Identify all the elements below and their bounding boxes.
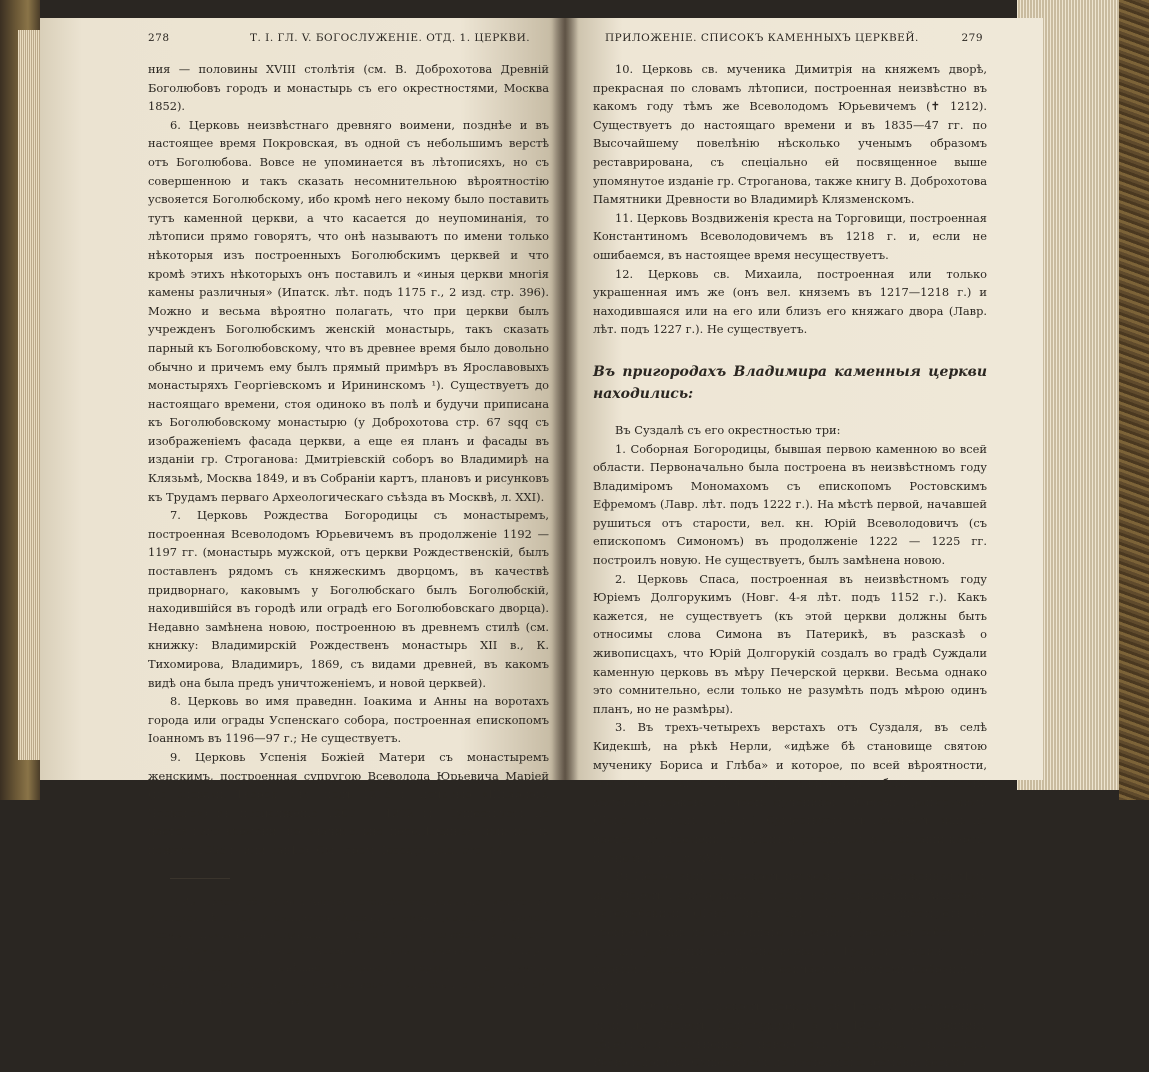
paragraph: Въ Юрьевѣ Польскомъ церковь св. Георгія, построенная тѣмъ же Юріемъ Долгорукимъ, а въ 1230 г. по причинѣ обветшанія замѣненная новою отъ его внука Святослава Всеволодовича. Существуетъ до настоящаго времени; весьма (593, 999, 987, 1070)
paragraph: 1. Соборная Богородицы, бывшая первою каменною во всей области. Первоначально была построена въ неизвѣстномъ году Владиміромъ Мономахомъ съ епископомъ Ростовскимъ Ефремомъ (Лавр. лѣт. подъ 1222 г.). На мѣстѣ первой, начавшей рушиться отъ старости, вел. кн. Юрій Всеволодовичъ (съ епископомъ Симономъ) въ продолженіе 1222 — 1225 гг. построилъ новую. Не существуетъ, былъ замѣнена новою. (593, 441, 987, 568)
footnote-rule (170, 878, 230, 879)
left-page (40, 18, 565, 1008)
right-page-number: 279 (961, 32, 983, 44)
right-running-head: ПРИЛОЖЕНІЕ. СПИСОКЪ КАМЕННЫХЪ ЦЕРКВЕЙ. (605, 32, 919, 44)
right-page (565, 18, 1043, 1070)
paragraph: 2. Церковь Спаса, построенная въ неизвѣстномъ году Юріемъ Долгорукимъ (Новг. 4-я лѣт. подъ 1152 г.). Какъ кажется, не существуетъ (къ этой церкви должны быть относимы слова Симона въ Патерикѣ, въ разсказѣ о живописцахъ, что Юрій Долгорукій создалъ во градѣ Суждали каменную церковь въ мѣру Печерской церкви. Весьма однако это сомнительно, если только не разумѣть подъ мѣрою одинъ планъ, но не размѣры). (593, 571, 987, 716)
right-body-text (593, 60, 987, 1072)
book-gutter (552, 18, 578, 780)
left-body-text (148, 60, 549, 860)
paragraph: 3. Въ трехъ-четырехъ верстахъ отъ Суздаля, въ селѣ Кидекшѣ, на рѣкѣ Нерли, «идѣже бѣ становище святою мученику Бориса и Глѣба» и которое, по всей вѣроятности, составляло загородную дачу княжескую, была построена каменная церковь въ честь мучениковъ Юріемъ Долгорукимъ (Лавр. лѣт. подъ 1159 г.). Существуетъ въ древнемъ видѣ до настоящаго времени (ея планъ и фасадъ см. въ Собраніи картъ, плановъ и пр., л. XVI). (593, 720, 987, 865)
left-running-head: Т. I. ГЛ. V. БОГОСЛУЖЕНІЕ. ОТД. 1. ЦЕРКВИ. (250, 32, 531, 44)
footnote (148, 895, 549, 1011)
left-page-number: 278 (148, 32, 170, 44)
paragraph: 12. Церковь св. Михаила, построенная или только украшенная имъ же (онъ вел. княземъ въ 1217—1218 г.) и находившаяся или на его или близъ его княжаго двора (Лавр. лѣт. подъ 1227 г.). Не существуетъ. (593, 266, 987, 337)
paragraph: 11. Церковь Воздвиженія креста на Торговищи, построенная Константиномъ Всеволодовичемъ въ 1218 г. и, если не ошибаемся, въ настоящее время несуществуетъ. (593, 210, 987, 262)
paragraph: 9. Церковь Успенія Божіей Матери съ монастыремъ женскимъ, построенная супругою Всеволода Юрьевича Маріей (по словамъ Тверск. лѣт. подъ 1205 г. дочерью «Шварлова Ческаго») въ продолженіе 1200 — 1202 гг. Существуетъ до настоящаго времени, но значительно передѣланная (или послѣ пожара 1855 г. или ранѣе). См. іером. Іоасафа ibid. стр. 44. (148, 749, 549, 857)
paragraph: 7. Церковь Рождества Богородицы съ монастыремъ, построенная Всеволодомъ Юрьевичемъ въ продолженіе 1192 — 1197 гг. (монастырь мужской, отъ церкви Рождественскій, былъ поставленъ рядомъ съ княжескимъ дворцомъ, въ качествѣ придворнаго, каковымъ у Боголюбскаго былъ Боголюбскій, находившійся въ городѣ или оградѣ его Боголюбовскаго дворца). Недавно замѣнена новою, построенною въ древнемъ стилѣ (см. книжку: Владимирскій Рождественъ монастырь XII в., К. Тихомирова, Владимиръ, 1869, съ видами древней, въ какомъ видѣ она была предъ уничтоженіемъ, и новой церквей). (148, 508, 549, 690)
paragraph: 6. Церковь неизвѣстнаго древняго воимени, позднѣе и въ настоящее время Покровская, въ одной съ небольшимъ верстѣ отъ Боголюбова. Вовсе не упоминается въ лѣтописяхъ, но съ совершенною и такъ сказать несомнительною вѣроятностію усвояется Боголюбскому, ибо кромѣ него некому было поставить тутъ каменной церкви, а что касается до неупоминанія, то лѣтописи прямо говорятъ, что онѣ называютъ по имени только нѣкоторыя изъ построенныхъ Боголюбскимъ церквей и что кромѣ этихъ нѣкоторыхъ онъ поставилъ и «иныя церкви многія камены различныя» (Ипатск. лѣт. подъ 1175 г., 2 изд. стр. 396). Можно и весьма вѣроятно полагать, что при церкви былъ учрежденъ Боголюбскимъ женскій монастырь, такъ сказать парный къ Боголюбовскому, что въ древнее время было довольно обычно и причемъ ему былъ прямый примѣръ въ Ярославовыхъ монастыряхъ Георгіевскомъ и Ирининскомъ ¹). Существуетъ до настоящаго времени, стоя одиноко въ полѣ и будучи приписана къ Боголюбовскому монастырю (у Доброхотова стр. 67 sqq съ изображеніемъ фасада церкви, а еще ея планъ и фасады въ изданіи гр. Строганова: Дмитріевскій соборъ во Владимирѣ на Клязьмѣ, Москва 1849, и въ Собраніи картъ, плановъ и рисунковъ къ Трудамъ перваго Археологическаго съѣзда въ Москвѣ, л. XXI). (148, 117, 549, 504)
paragraph: 8. Церковь во имя праведнн. Іоакима и Анны на воротахъ города или ограды Успенскаго собора, построенная епископомъ Іоанномъ въ 1196—97 г.; Не существуетъ. (148, 694, 549, 746)
paragraph: 10. Церковь св. мученика Димитрія на княжемъ дворѣ, прекрасная по словамъ лѣтописи, построенная неизвѣстно въ какомъ году тѣмъ же Всеволодомъ Юрьевичемъ (✝ 1212). Существуетъ до настоящаго времени и въ 1835—47 гг. по Высочайшему повелѣнію нѣсколько ученымъ образомъ реставрирована, съ спеціально ей посвященное выше упомянутое изданіе гр. Строганова, также книгу В. Доброхотова Памятники Древности во Владимирѣ Клязменскомъ. (593, 62, 987, 207)
footnote-text: ¹) Въ повѣсти объ убіеніи Андрея Боголюбскаго, какъ она читается въ Ипатской лѣтописи, упоминается «Арсеній, игуменъ (монастыря) святою Козмы и Демьяна», находившагося гдѣ-то близъ Боголюбова (2 изд. стр. 401). Можетъ быть, этотъ Арсеній и былъ игуменомъ монастыря, находившагося при нынѣшней Покровской церкви, т. е. игуменъ монастыря женскаго, что въ древнее время было обычно (и о чемъ см. ниже въ главѣ о монастыряхъ). (148, 896, 549, 1008)
book-cover-right (1119, 0, 1149, 800)
paragraph: ния — половины XVIII столѣтія (см. В. Доброхотова Древній Боголюбовъ городъ и монастырь съ его окрестностями, Москва 1852). (148, 62, 549, 114)
page-edges-left (18, 30, 42, 760)
paragraph: Въ Суздалѣ съ его окрестностью три: (615, 422, 841, 437)
paragraph: Въ Переславлѣ Залѣсскомъ церковь Спаса, заложенная тѣмъ же Юріемъ Долгорукимъ, а послѣ него доконченная Андреемъ Боголюбскимъ (Лавр. лѣт. подъ 1157 г.). Существуетъ въ древнемъ видѣ до настоящаго времени (городской соборъ. Ея фасадъ у Мартынова и Снегирева въ Русской старинѣ, годъ первый, а фасадъ и планъ въ сейчасъ помянутомъ Собраніи, л. XVII). (593, 869, 987, 995)
section-heading: Въ пригородахъ Владимира каменныя церкви находились: (593, 363, 987, 402)
